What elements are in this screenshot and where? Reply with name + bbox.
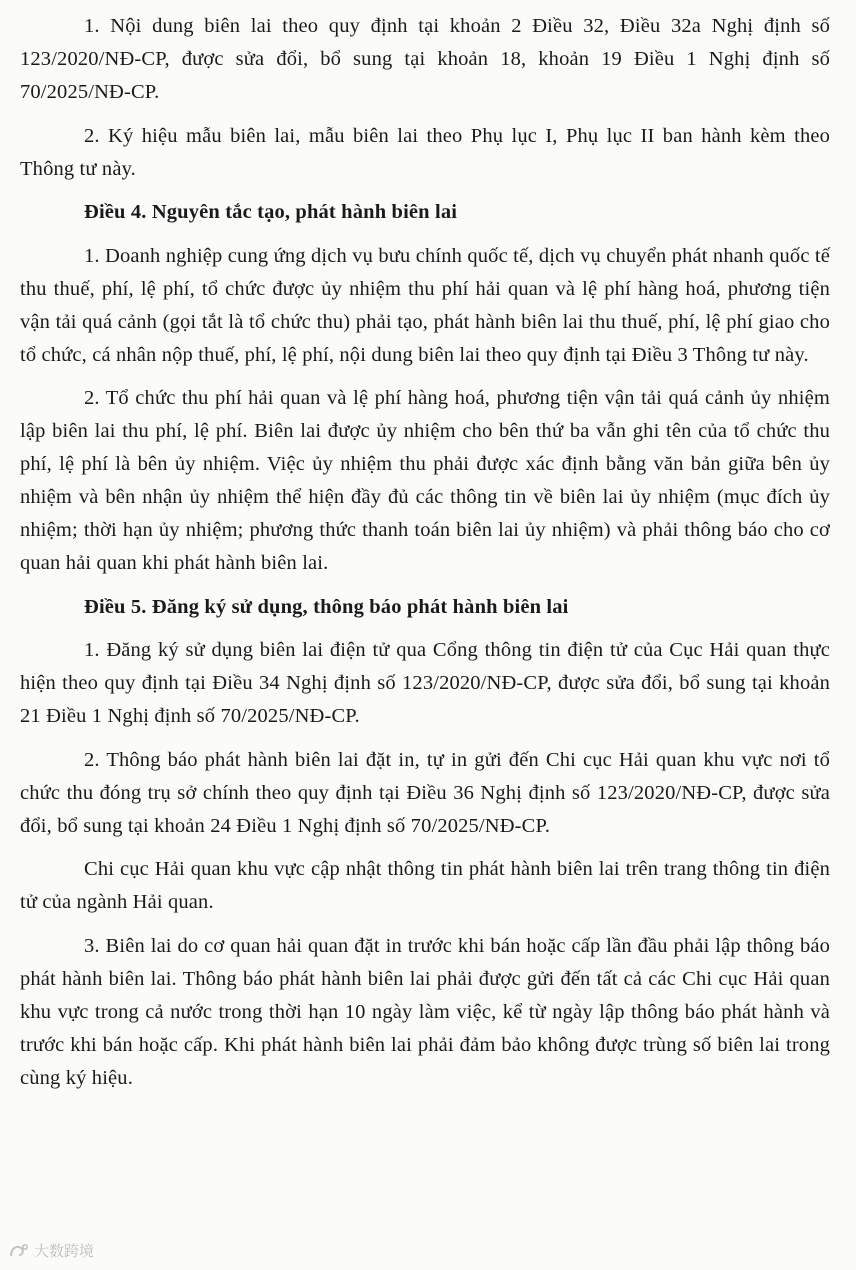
brand-logo-icon <box>8 1242 30 1260</box>
watermark <box>8 1240 94 1261</box>
paragraph-6: 2. Thông báo phát hành biên lai đặt in, tự in gửi đến Chi cục Hải quan khu vực nơi tổ chức thu đóng trụ sở chính theo quy định tại Điều 36 Nghị định số 123/2020/NĐ-CP, được sửa đổi, bổ sung tại khoản 24 Điều 1 Nghị định số 70/2025/NĐ-CP. <box>20 748 830 837</box>
paragraph-1: 1. Nội dung biên lai theo quy định tại khoản 2 Điều 32, Điều 32a Nghị định số 123/2020/NĐ-CP, được sửa đổi, bổ sung tại khoản 18, khoản 19 Điều 1 Nghị định số 70/2025/NĐ-CP. <box>20 15 830 103</box>
document-page <box>20 10 830 1105</box>
heading-dieu-5: Điều 5. Đăng ký sử dụng, thông báo phát hành biên lai <box>84 595 569 618</box>
paragraph-3: 1. Doanh nghiệp cung ứng dịch vụ bưu chính quốc tế, dịch vụ chuyển phát nhanh quốc tế thu thuế, phí, lệ phí, tổ chức được ủy nhiệm thu phí hải quan và lệ phí hàng hoá, phương tiện vận tải quá cảnh (gọi tắt là tổ chức thu) phải tạo, phát hành biên lai thu thuế, phí, lệ phí giao cho tổ chức, cá nhân nộp thuế, phí, lệ phí, nội dung biên lai theo quy định tại Điều 3 Thông tư này. <box>20 244 830 366</box>
watermark-text: 大数跨境 <box>34 1242 95 1260</box>
paragraph-8: 3. Biên lai do cơ quan hải quan đặt in trước khi bán hoặc cấp lần đầu phải lập thông báo phát hành biên lai. Thông báo phát hành biên lai phải được gửi đến tất cả các Chi cục Hải quan khu vực trong cả nước trong thời hạn 10 ngày làm việc, kể từ ngày lập thông báo phát hành và trước khi bán hoặc cấp. Khi phát hành biên lai phải đảm bảo không được trùng số biên lai trong cùng ký hiệu. <box>20 934 830 1089</box>
paragraph-4: 2. Tổ chức thu phí hải quan và lệ phí hàng hoá, phương tiện vận tải quá cảnh ủy nhiệm lập biên lai thu phí, lệ phí. Biên lai được ủy nhiệm cho bên thứ ba vẫn ghi tên của tổ chức thu phí, lệ phí là bên ủy nhiệm. Việc ủy nhiệm thu phải được xác định bằng văn bản giữa bên ủy nhiệm và bên nhận ủy nhiệm thể hiện đầy đủ các thông tin về biên lai ủy nhiệm (mục đích ủy nhiệm; thời hạn ủy nhiệm; phương thức thanh toán biên lai ủy nhiệm) và phải thông báo cho cơ quan hải quan khi phát hành biên lai. <box>20 387 830 574</box>
paragraph-5: 1. Đăng ký sử dụng biên lai điện tử qua Cổng thông tin điện tử của Cục Hải quan thực hiện theo quy định tại Điều 34 Nghị định số 123/2020/NĐ-CP, được sửa đổi, bổ sung tại khoản 21 Điều 1 Nghị định số 70/2025/NĐ-CP. <box>20 639 830 727</box>
heading-dieu-4: Điều 4. Nguyên tắc tạo, phát hành biên lai <box>84 201 458 223</box>
paragraph-7: Chi cục Hải quan khu vực cập nhật thông tin phát hành biên lai trên trang thông tin điện tử của ngành Hải quan. <box>20 858 830 913</box>
paragraph-2: 2. Ký hiệu mẫu biên lai, mẫu biên lai theo Phụ lục I, Phụ lục II ban hành kèm theo Thông tư này. <box>20 124 830 180</box>
